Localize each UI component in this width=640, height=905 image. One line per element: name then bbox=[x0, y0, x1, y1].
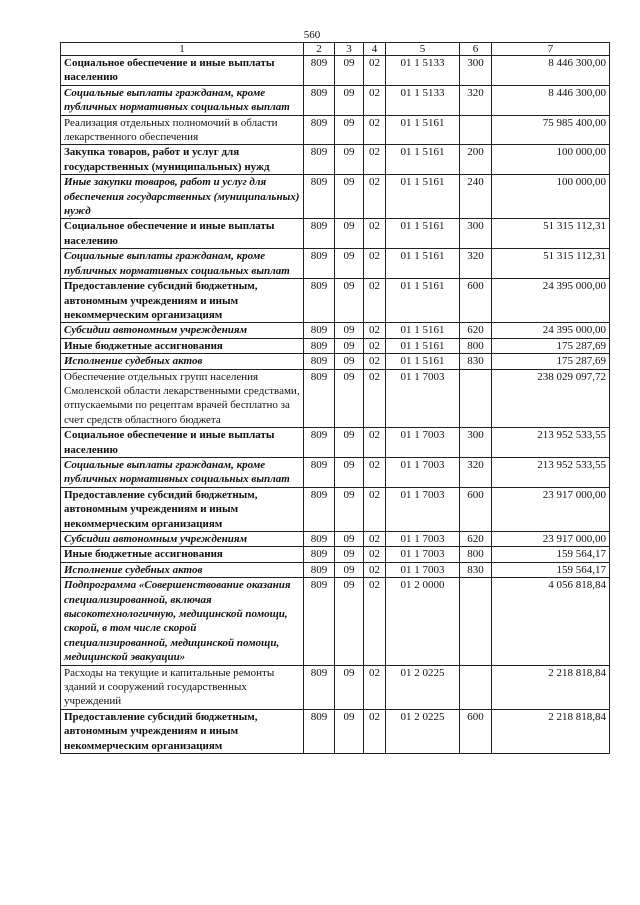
cell-code: 809 bbox=[304, 532, 335, 547]
row-name: Социальные выплаты гражданам, кроме публичных нормативных социальных выплат bbox=[61, 85, 304, 115]
cell-code: 02 bbox=[364, 487, 386, 531]
cell-code: 01 1 5161 bbox=[386, 219, 460, 249]
cell-code: 320 bbox=[460, 249, 492, 279]
cell-code: 809 bbox=[304, 578, 335, 665]
cell-code bbox=[460, 665, 492, 709]
row-name: Социальное обеспечение и иные выплаты населению bbox=[61, 56, 304, 86]
cell-code: 02 bbox=[364, 56, 386, 86]
cell-code: 02 bbox=[364, 457, 386, 487]
cell-code: 01 1 5161 bbox=[386, 175, 460, 219]
row-name: Субсидии автономным учреждениям bbox=[61, 532, 304, 547]
cell-code: 09 bbox=[335, 56, 364, 86]
cell-code: 01 1 5133 bbox=[386, 56, 460, 86]
cell-code: 809 bbox=[304, 369, 335, 428]
table-row bbox=[61, 562, 610, 577]
cell-code: 809 bbox=[304, 338, 335, 353]
table-row bbox=[61, 145, 610, 175]
cell-amount: 8 446 300,00 bbox=[492, 56, 610, 86]
cell-amount: 51 315 112,31 bbox=[492, 249, 610, 279]
cell-amount: 175 287,69 bbox=[492, 338, 610, 353]
row-name: Исполнение судебных актов bbox=[61, 562, 304, 577]
row-name: Подпрограмма «Совершенствование оказания специализированной, включая высокотехнологичную, медицинской помощи, скорой, в том числе скорой специализированной, медицинской помощи, медицинской эвакуации» bbox=[61, 578, 304, 665]
row-name: Предоставление субсидий бюджетным, автономным учреждениям и иным некоммерческим организациям bbox=[61, 709, 304, 753]
cell-code: 809 bbox=[304, 249, 335, 279]
table-row bbox=[61, 219, 610, 249]
cell-code: 01 1 5161 bbox=[386, 115, 460, 145]
table-row bbox=[61, 279, 610, 323]
row-name: Социальные выплаты гражданам, кроме публичных нормативных социальных выплат bbox=[61, 457, 304, 487]
cell-code: 809 bbox=[304, 56, 335, 86]
cell-code: 809 bbox=[304, 175, 335, 219]
row-name: Реализация отдельных полномочий в области лекарственного обеспечения bbox=[61, 115, 304, 145]
cell-code bbox=[460, 369, 492, 428]
table-row bbox=[61, 709, 610, 753]
cell-code: 02 bbox=[364, 115, 386, 145]
cell-amount: 213 952 533,55 bbox=[492, 428, 610, 458]
cell-code: 01 1 7003 bbox=[386, 547, 460, 562]
cell-code: 09 bbox=[335, 85, 364, 115]
cell-code: 09 bbox=[335, 428, 364, 458]
cell-code: 809 bbox=[304, 145, 335, 175]
column-header: 5 bbox=[386, 43, 460, 56]
cell-code: 02 bbox=[364, 219, 386, 249]
cell-code: 809 bbox=[304, 279, 335, 323]
table-row bbox=[61, 115, 610, 145]
cell-amount: 175 287,69 bbox=[492, 354, 610, 369]
cell-code: 200 bbox=[460, 145, 492, 175]
column-header: 7 bbox=[492, 43, 610, 56]
table-row bbox=[61, 175, 610, 219]
column-header: 3 bbox=[335, 43, 364, 56]
cell-code: 02 bbox=[364, 323, 386, 338]
cell-code: 809 bbox=[304, 323, 335, 338]
table-row bbox=[61, 338, 610, 353]
cell-code: 02 bbox=[364, 665, 386, 709]
cell-amount: 159 564,17 bbox=[492, 562, 610, 577]
table-row bbox=[61, 457, 610, 487]
cell-code: 09 bbox=[335, 338, 364, 353]
cell-code: 830 bbox=[460, 354, 492, 369]
row-name: Иные бюджетные ассигнования bbox=[61, 547, 304, 562]
cell-code: 800 bbox=[460, 547, 492, 562]
cell-code: 09 bbox=[335, 354, 364, 369]
cell-code: 01 1 5161 bbox=[386, 354, 460, 369]
cell-code: 09 bbox=[335, 115, 364, 145]
row-name: Субсидии автономным учреждениям bbox=[61, 323, 304, 338]
cell-code: 809 bbox=[304, 85, 335, 115]
cell-amount: 51 315 112,31 bbox=[492, 219, 610, 249]
row-name: Социальное обеспечение и иные выплаты населению bbox=[61, 219, 304, 249]
row-name: Расходы на текущие и капитальные ремонты зданий и сооружений государственных учреждений bbox=[61, 665, 304, 709]
cell-code: 09 bbox=[335, 219, 364, 249]
cell-code: 02 bbox=[364, 85, 386, 115]
budget-table bbox=[60, 42, 610, 754]
cell-amount: 100 000,00 bbox=[492, 175, 610, 219]
cell-code: 01 1 7003 bbox=[386, 562, 460, 577]
cell-code: 01 2 0225 bbox=[386, 709, 460, 753]
cell-code: 809 bbox=[304, 457, 335, 487]
table-row bbox=[61, 532, 610, 547]
page-number: 560 bbox=[303, 29, 321, 41]
cell-amount: 23 917 000,00 bbox=[492, 532, 610, 547]
cell-code: 240 bbox=[460, 175, 492, 219]
cell-code: 09 bbox=[335, 578, 364, 665]
cell-code: 809 bbox=[304, 354, 335, 369]
cell-code: 09 bbox=[335, 457, 364, 487]
cell-code: 09 bbox=[335, 532, 364, 547]
table-row bbox=[61, 323, 610, 338]
cell-code: 02 bbox=[364, 175, 386, 219]
cell-code: 01 1 5161 bbox=[386, 279, 460, 323]
cell-amount: 24 395 000,00 bbox=[492, 323, 610, 338]
table-row bbox=[61, 85, 610, 115]
row-name: Предоставление субсидий бюджетным, автономным учреждениям и иным некоммерческим организациям bbox=[61, 279, 304, 323]
cell-code: 01 1 7003 bbox=[386, 457, 460, 487]
cell-code: 01 1 5133 bbox=[386, 85, 460, 115]
cell-code: 01 1 7003 bbox=[386, 369, 460, 428]
cell-amount: 23 917 000,00 bbox=[492, 487, 610, 531]
cell-amount: 159 564,17 bbox=[492, 547, 610, 562]
cell-code: 01 1 7003 bbox=[386, 428, 460, 458]
table-row bbox=[61, 428, 610, 458]
cell-code: 600 bbox=[460, 709, 492, 753]
table-row bbox=[61, 354, 610, 369]
cell-code: 01 2 0000 bbox=[386, 578, 460, 665]
cell-code: 09 bbox=[335, 323, 364, 338]
cell-code: 809 bbox=[304, 487, 335, 531]
row-name: Закупка товаров, работ и услуг для государственных (муниципальных) нужд bbox=[61, 145, 304, 175]
cell-code: 01 1 5161 bbox=[386, 323, 460, 338]
cell-amount: 75 985 400,00 bbox=[492, 115, 610, 145]
column-header: 1 bbox=[61, 43, 304, 56]
row-name: Исполнение судебных актов bbox=[61, 354, 304, 369]
column-header: 6 bbox=[460, 43, 492, 56]
cell-code: 01 2 0225 bbox=[386, 665, 460, 709]
row-name: Предоставление субсидий бюджетным, автономным учреждениям и иным некоммерческим организациям bbox=[61, 487, 304, 531]
cell-code: 01 1 7003 bbox=[386, 487, 460, 531]
cell-code: 02 bbox=[364, 249, 386, 279]
cell-code: 02 bbox=[364, 532, 386, 547]
cell-code: 02 bbox=[364, 578, 386, 665]
cell-code: 09 bbox=[335, 145, 364, 175]
cell-code: 02 bbox=[364, 145, 386, 175]
cell-code: 300 bbox=[460, 428, 492, 458]
cell-code: 600 bbox=[460, 279, 492, 323]
cell-code: 620 bbox=[460, 532, 492, 547]
cell-code: 09 bbox=[335, 279, 364, 323]
cell-code: 02 bbox=[364, 369, 386, 428]
cell-code: 809 bbox=[304, 428, 335, 458]
row-name: Социальное обеспечение и иные выплаты населению bbox=[61, 428, 304, 458]
cell-code bbox=[460, 578, 492, 665]
row-name: Обеспечение отдельных групп населения Смоленской области лекарственными средствами, отпускаемыми по рецептам врачей бесплатно за счет средств областного бюджета bbox=[61, 369, 304, 428]
cell-code: 809 bbox=[304, 709, 335, 753]
table-row bbox=[61, 249, 610, 279]
cell-code: 02 bbox=[364, 338, 386, 353]
cell-code: 809 bbox=[304, 115, 335, 145]
cell-amount: 100 000,00 bbox=[492, 145, 610, 175]
table-row bbox=[61, 578, 610, 665]
cell-amount: 2 218 818,84 bbox=[492, 665, 610, 709]
cell-amount: 238 029 097,72 bbox=[492, 369, 610, 428]
cell-code: 830 bbox=[460, 562, 492, 577]
cell-code: 300 bbox=[460, 56, 492, 86]
cell-code: 02 bbox=[364, 562, 386, 577]
cell-amount: 2 218 818,84 bbox=[492, 709, 610, 753]
cell-code: 09 bbox=[335, 665, 364, 709]
cell-code: 09 bbox=[335, 562, 364, 577]
cell-code: 09 bbox=[335, 487, 364, 531]
cell-code: 800 bbox=[460, 338, 492, 353]
cell-code: 600 bbox=[460, 487, 492, 531]
cell-code: 320 bbox=[460, 85, 492, 115]
table-row bbox=[61, 487, 610, 531]
cell-code: 320 bbox=[460, 457, 492, 487]
cell-amount: 24 395 000,00 bbox=[492, 279, 610, 323]
table-row bbox=[61, 547, 610, 562]
cell-amount: 213 952 533,55 bbox=[492, 457, 610, 487]
row-name: Иные бюджетные ассигнования bbox=[61, 338, 304, 353]
column-header: 4 bbox=[364, 43, 386, 56]
table-row bbox=[61, 665, 610, 709]
table-row bbox=[61, 56, 610, 86]
header-row bbox=[61, 43, 610, 56]
cell-code: 09 bbox=[335, 547, 364, 562]
cell-code: 809 bbox=[304, 562, 335, 577]
cell-code: 09 bbox=[335, 249, 364, 279]
cell-code bbox=[460, 115, 492, 145]
cell-code: 02 bbox=[364, 354, 386, 369]
row-name: Иные закупки товаров, работ и услуг для обеспечения государственных (муниципальных) нужд bbox=[61, 175, 304, 219]
cell-code: 01 1 5161 bbox=[386, 338, 460, 353]
cell-code: 01 1 7003 bbox=[386, 532, 460, 547]
cell-code: 620 bbox=[460, 323, 492, 338]
cell-code: 809 bbox=[304, 547, 335, 562]
cell-code: 02 bbox=[364, 547, 386, 562]
cell-code: 809 bbox=[304, 665, 335, 709]
cell-code: 01 1 5161 bbox=[386, 249, 460, 279]
cell-code: 300 bbox=[460, 219, 492, 249]
cell-code: 09 bbox=[335, 369, 364, 428]
table-row bbox=[61, 369, 610, 428]
cell-code: 01 1 5161 bbox=[386, 145, 460, 175]
cell-code: 09 bbox=[335, 175, 364, 219]
cell-code: 809 bbox=[304, 219, 335, 249]
column-header: 2 bbox=[304, 43, 335, 56]
cell-code: 02 bbox=[364, 709, 386, 753]
cell-code: 09 bbox=[335, 709, 364, 753]
row-name: Социальные выплаты гражданам, кроме публичных нормативных социальных выплат bbox=[61, 249, 304, 279]
cell-amount: 4 056 818,84 bbox=[492, 578, 610, 665]
cell-amount: 8 446 300,00 bbox=[492, 85, 610, 115]
cell-code: 02 bbox=[364, 279, 386, 323]
cell-code: 02 bbox=[364, 428, 386, 458]
